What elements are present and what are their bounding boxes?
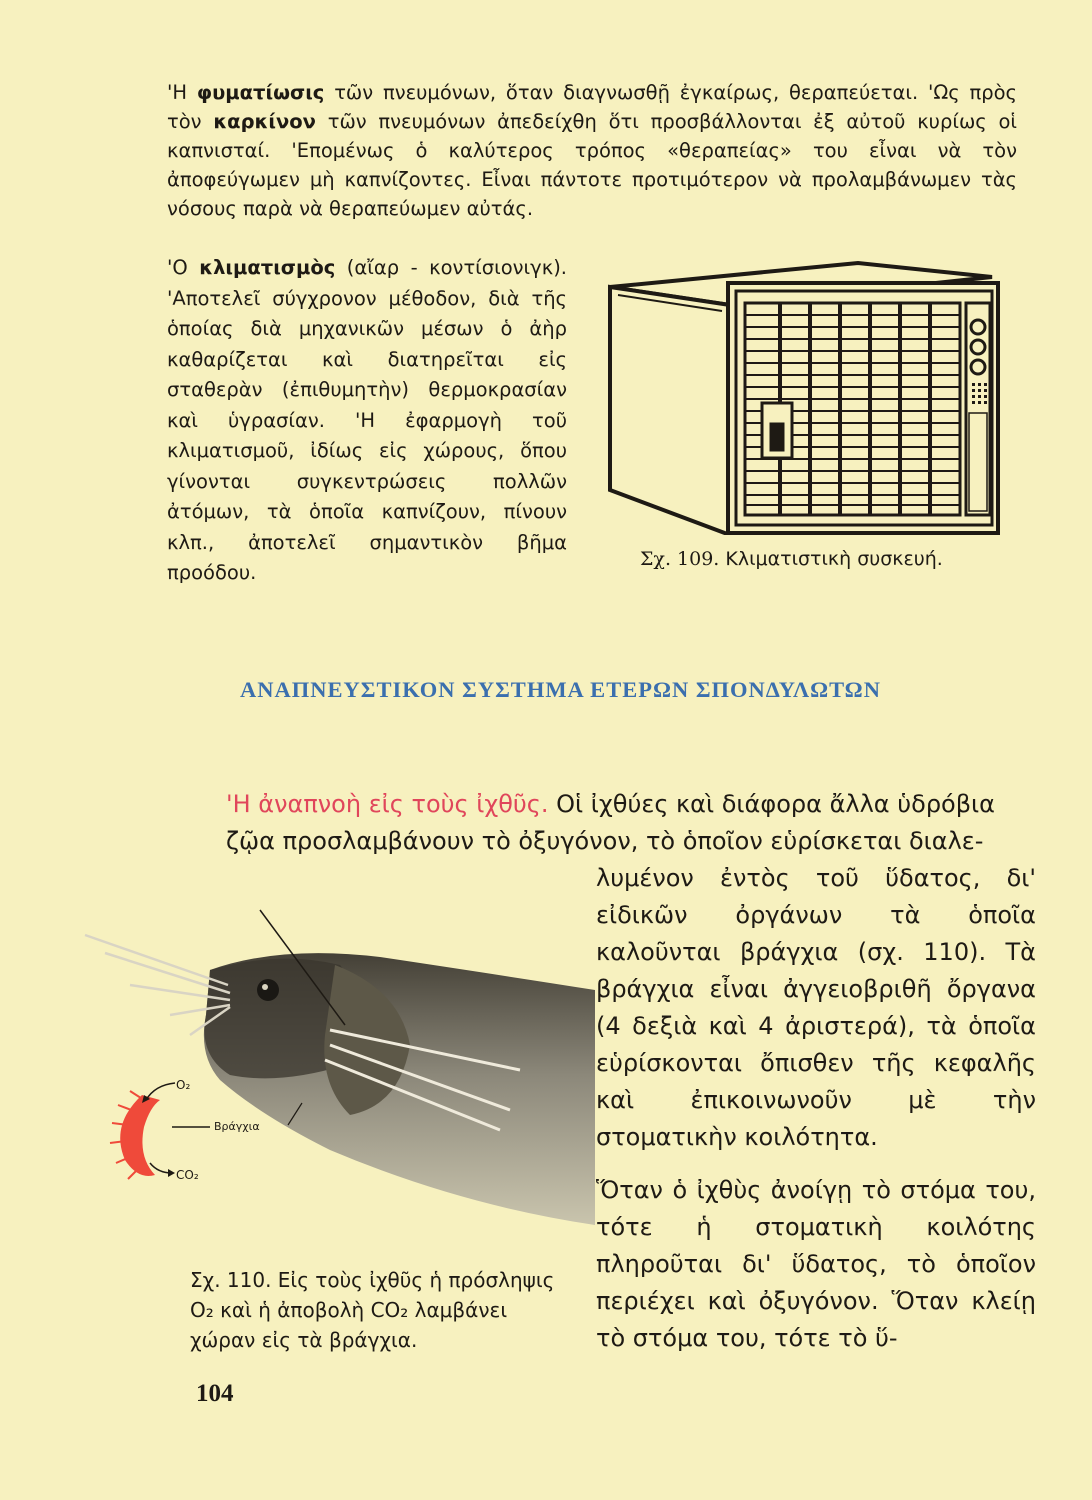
fish-gills-illustration [80,895,595,1235]
figure-110-caption: Σχ. 110. Εἰς τοὺς ἰχθῦς ἡ πρόσληψις O₂ καὶ ἡ ἀποβολὴ CO₂ λαμβάνει χώραν εἰς τὰ βράγχια. [190,1268,555,1352]
bold-term: κλιματισμὸς [199,256,336,279]
text-segment: (αἴαρ - κοντίσιονιγκ). 'Αποτελεῖ σύγχρονον μέθοδον, διὰ τῆς ὁποίας διὰ μηχανικῶν μέσων ὁ ἀὴρ καθαρίζεται καὶ διατηρεῖται εἰς σταθερὰν (ἐπιθυμητὴν) θερμοκρασίαν καὶ ὑγρασίαν. 'Η ἐφαρμογὴ τοῦ κλιματισμοῦ, ἰδίως εἰς χώρους, ὅπου γίνονται συγκεντρώσεις πολλῶν ἀτόμων, τὰ ὁποῖα καπνίζουν, πίνουν κλπ., ἀποτελεῖ σημαντικὸν βῆμα προόδου. [167,256,567,584]
fish-eye [257,979,279,1001]
bold-term: καρκίνον [213,110,316,133]
label-gills: Βράγχια [214,1120,260,1133]
highlighted-subheading: 'Η ἀναπνοὴ εἰς τοὺς ἰχθῦς. [226,790,549,818]
label-o2: O₂ [176,1078,191,1092]
page-number: 104 [196,1380,234,1407]
text-segment: 'Η [167,81,197,104]
section-heading: ΑΝΑΠΝΕΥΣΤΙΚΟΝ ΣΥΣΤΗΜΑ ΕΤΕΡΩΝ ΣΠΟΝΔΥΛΩΤΩΝ [240,677,881,702]
text-segment: 'Ο [167,256,200,279]
text-segment: τῶν πνευμόνων ἀπεδείχθη ὅτι προσβάλλονται ἐξ αὐτοῦ κυρίως οἱ καπνισταί. 'Επομένως ὁ καλύτερος τρόπος «θεραπείας» του εἶναι νὰ τὸν ἀποφεύγωμεν μὴ καπνίζοντες. Εἶναι πάντοτε προτιμότερον νὰ προλαμβάνωμεν τὰς νόσους παρὰ νὰ θεραπεύωμεν αὐτάς. [167,110,1018,220]
paragraph-tuberculosis [167,78,1017,223]
label-co2: CO₂ [176,1168,199,1182]
figure-number: Σχ. 109. [640,548,720,570]
figure-caption-text: Κλιματιστικὴ συσκευή. [725,548,943,570]
text-segment: τῶν πνευμόνων, ὅταν διαγνωσθῇ ἐγκαίρως, θεραπεύεται. 'Ως πρὸς τὸν [167,81,1017,133]
paragraph-fish-breathing-continued: λυμένον ἐντὸς τοῦ ὕδατος, δι' εἰδικῶν ὀργάνων τὰ ὁποῖα καλοῦνται βράγχια (σχ. 110). Τὰ βράγχια εἶναι ἀγγειοβριθῆ ὄργανα (4 δεξιὰ καὶ 4 ἀριστερά), τὰ ὁποῖα εὑρίσκονται ὄπισθεν τῆς κεφαλῆς καὶ ἐπικοινωνοῦν μὲ τὴν στοματικὴν κοιλότητα. [596,864,1036,1151]
air-conditioner-illustration [600,255,1020,535]
bold-term: φυματίωσις [196,81,325,104]
paragraph-air-conditioning [167,253,567,589]
paragraph-fish-mouth: Ὅταν ὁ ἰχθὺς ἀνοίγῃ τὸ στόμα του, τότε ἡ στοματικὴ κοιλότης πληροῦται δι' ὕδατος, τὸ ὁποῖον περιέχει καὶ ὀξυγόνον. Ὅταν κλείῃ τὸ στόμα του, τότε τὸ ὕ- [596,1176,1036,1352]
text-segment: Οἱ ἰχθύες καὶ διάφορα ἄλλα ὑδρόβια ζῷα προσλαμβάνουν τὸ ὀξυγόνον, τὸ ὁποῖον εὑρίσκεται διαλε- [226,790,995,855]
figure-109-caption [640,548,943,570]
paragraph-fish-breathing-intro [226,786,1036,860]
